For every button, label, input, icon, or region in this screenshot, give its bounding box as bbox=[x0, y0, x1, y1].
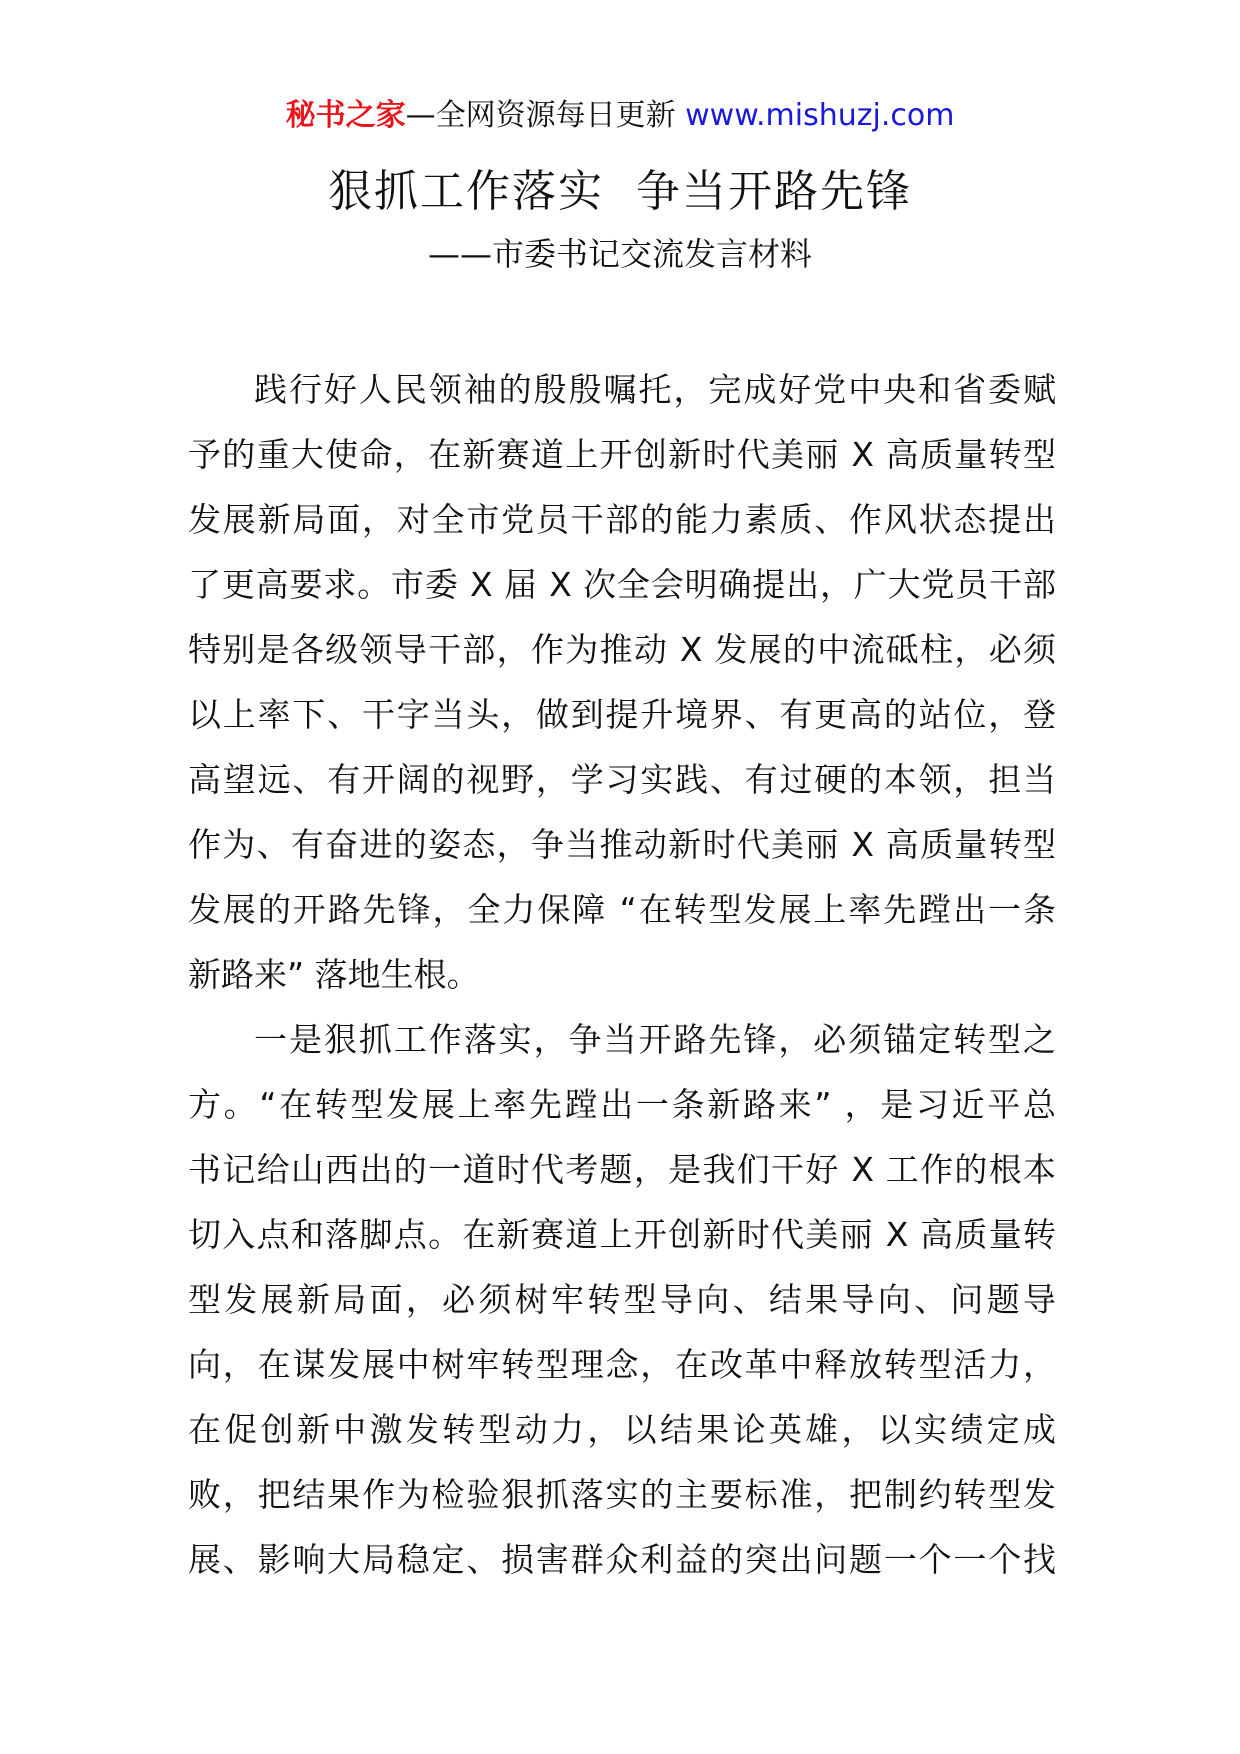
paragraph-line: 以上率下、干字当头，做到提升境界、有更高的站位，登 bbox=[188, 695, 1056, 734]
site-header bbox=[0, 96, 1240, 136]
brand-name: 秘书之家 bbox=[285, 98, 406, 133]
document-subtitle: ——市委书记交流发言材料 bbox=[427, 235, 812, 273]
paragraph-line: 在促创新中激发转型动力，以结果论英雄，以实绩定成 bbox=[188, 1410, 1056, 1449]
paragraph-line: 高望远、有开阔的视野，学习实践、有过硬的本领，担当 bbox=[188, 760, 1056, 799]
paragraph-line: 一是狠抓工作落实，争当开路先锋，必须锚定转型之 bbox=[254, 1020, 1056, 1059]
paragraph-line: 了更高要求。市委 X 届 X 次全会明确提出，广大党员干部 bbox=[188, 565, 1056, 604]
document-title: 狠抓工作落实 争当开路先锋 bbox=[328, 166, 912, 217]
paragraph-line: 予的重大使命，在新赛道上开创新时代美丽 X 高质量转型 bbox=[188, 435, 1056, 474]
document-body bbox=[188, 357, 1056, 1592]
paragraph-line: 践行好人民领袖的殷殷嘱托，完成好党中央和省委赋 bbox=[254, 370, 1056, 409]
paragraph-1 bbox=[188, 357, 1056, 1007]
site-url-link[interactable]: www.mishuzj.com bbox=[685, 98, 955, 133]
paragraph-line: 发展的开路先锋，全力保障 “在转型发展上率先蹚出一条 bbox=[188, 890, 1056, 929]
paragraph-2 bbox=[188, 1007, 1056, 1592]
header-tagline: —全网资源每日更新 bbox=[405, 98, 676, 133]
paragraph-line: 方。“在转型发展上率先蹚出一条新路来” ，是习近平总 bbox=[188, 1085, 1056, 1124]
paragraph-line: 败，把结果作为检验狠抓落实的主要标准，把制约转型发 bbox=[188, 1475, 1056, 1514]
paragraph-line: 向，在谋发展中树牢转型理念，在改革中释放转型活力， bbox=[188, 1345, 1056, 1384]
paragraph-line: 作为、有奋进的姿态，争当推动新时代美丽 X 高质量转型 bbox=[188, 825, 1056, 864]
paragraph-line: 发展新局面，对全市党员干部的能力素质、作风状态提出 bbox=[188, 500, 1056, 539]
paragraph-line: 新路来” 落地生根。 bbox=[188, 955, 480, 994]
paragraph-line: 型发展新局面，必须树牢转型导向、结果导向、问题导 bbox=[188, 1280, 1056, 1319]
paragraph-line: 特别是各级领导干部，作为推动 X 发展的中流砥柱，必须 bbox=[188, 630, 1056, 669]
paragraph-line: 切入点和落脚点。在新赛道上开创新时代美丽 X 高质量转 bbox=[188, 1215, 1056, 1254]
paragraph-line: 展、影响大局稳定、损害群众利益的突出问题一个一个找 bbox=[188, 1540, 1056, 1579]
paragraph-line: 书记给山西出的一道时代考题，是我们干好 X 工作的根本 bbox=[188, 1150, 1056, 1189]
